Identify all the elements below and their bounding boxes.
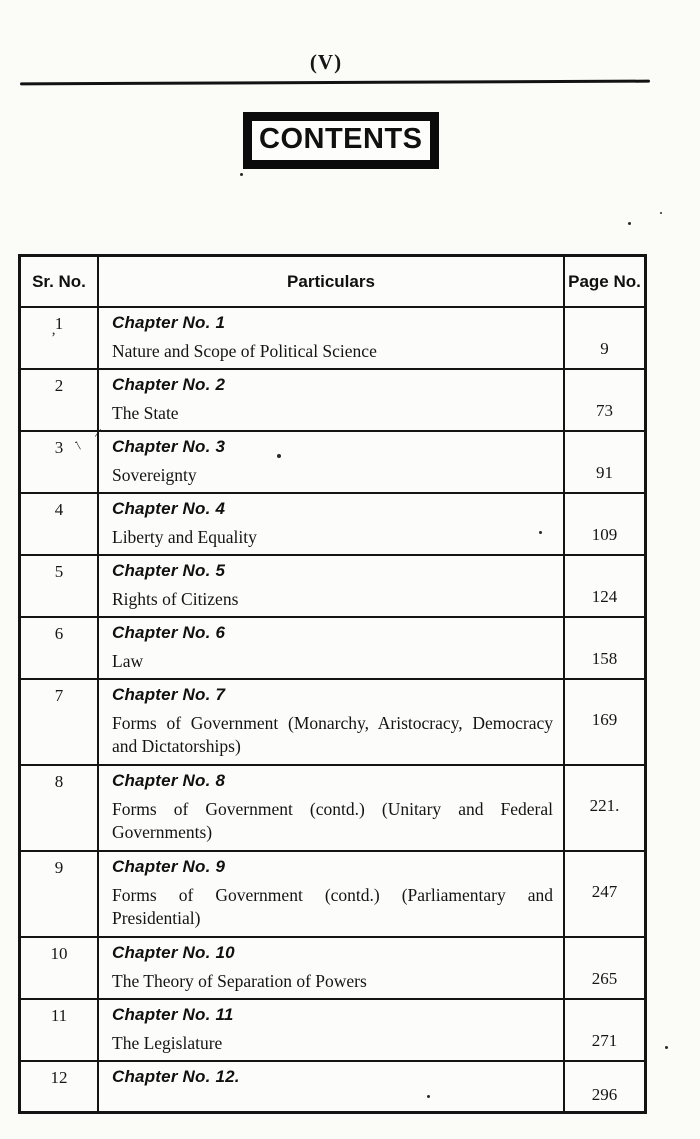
sr-no-cell: 6 [54,624,64,643]
page-no-cell: 221. [589,796,620,815]
page-no-cell: 271 [591,1031,618,1050]
chapter-label: Chapter No. 5 [112,561,226,580]
table-row [21,306,644,368]
scan-speck [240,173,243,176]
page-no-cell: 9 [600,339,609,358]
table-row [21,430,644,492]
chapter-label: Chapter No. 2 [112,375,226,394]
scan-speck [665,1046,668,1049]
chapter-label: Chapter No. 9 [112,857,226,876]
table-row [21,936,644,998]
chapter-label: Chapter No. 12. [112,1067,240,1086]
particulars-cell [97,1062,565,1111]
page-marker: (V) [309,50,343,74]
chapter-label: Chapter No. 8 [112,771,226,790]
particulars-cell [97,938,565,998]
page-no-cell: 158 [591,649,618,668]
contents-table [18,254,647,1114]
page-no-cell: 169 [591,710,618,729]
sr-no-cell: 5 [54,562,64,581]
sr-no-cell: 2 [54,376,64,395]
chapter-label: Chapter No. 7 [112,685,226,704]
scan-speck [539,531,542,534]
table-row [21,492,644,554]
chapter-title: Rights of Citizens [112,589,239,609]
particulars-cell [97,556,565,616]
page-no-cell: 73 [596,401,613,420]
scan-mark: ן [72,437,83,451]
scan-speck [277,454,281,458]
chapter-title: Law [112,651,144,671]
scan-speck [427,1095,430,1098]
sr-no-cell: 12 [50,1068,68,1087]
table-row [21,678,644,764]
chapter-title: The Theory of Separation of Powers [112,971,367,991]
header-rule [20,80,650,86]
chapter-title: Forms of Government (contd.) (Unitary and Federal Governments) [112,799,553,842]
chapter-title: Forms of Government (contd.) (Parliamentary and Presidential) [112,885,553,928]
sr-no-cell: 8 [54,772,64,791]
chapter-label: Chapter No. 4 [112,499,226,518]
contents-title-box [243,112,439,169]
table-row [21,998,644,1060]
particulars-cell [97,432,565,492]
page-no-cell: 296 [591,1085,618,1104]
particulars-cell [97,766,565,850]
sr-no-cell: 4 [54,500,64,519]
table-row [21,554,644,616]
particulars-cell [97,1000,565,1060]
header-sr-no: Sr. No. [32,271,86,291]
page-no-cell: 109 [591,525,618,544]
chapter-label: Chapter No. 1 [112,313,226,332]
scan-mark: ’ [51,330,56,346]
particulars-cell [97,852,565,936]
sr-no-cell: 9 [54,858,64,877]
table-row [21,764,644,850]
scan-speck [628,222,631,225]
particulars-cell [97,680,565,764]
chapter-title: Sovereignty [112,465,197,485]
chapter-title: Forms of Government (Monarchy, Aristocracy, Democracy and Dictatorships) [112,713,553,756]
contents-title: CONTENTS [259,123,423,155]
table-row [21,368,644,430]
sr-no-cell: 10 [50,944,68,963]
chapter-label: Chapter No. 11 [112,1005,234,1024]
sr-no-cell: 3 [54,438,64,457]
header-page-no: Page No. [568,271,641,291]
particulars-cell [97,308,565,368]
sr-no-cell: 1 [54,314,64,333]
chapter-label: Chapter No. 10 [112,943,235,962]
particulars-cell [97,618,565,678]
chapter-title: The State [112,403,179,423]
scan-speck [660,212,662,214]
chapter-label: Chapter No. 3 [112,437,226,456]
chapter-title: Nature and Scope of Political Science [112,341,377,361]
page-no-cell: 124 [591,587,618,606]
table-header-row [21,257,644,306]
header-particulars: Particulars [97,257,565,306]
sr-no-cell: 11 [50,1006,68,1025]
table-row [21,1060,644,1111]
chapter-title: Liberty and Equality [112,527,257,547]
sr-no-cell: 7 [54,686,64,705]
scan-mark: / [93,424,103,441]
particulars-cell [97,494,565,554]
page-no-cell: 265 [591,969,618,988]
chapter-title: The Legislature [112,1033,223,1053]
page-no-cell: 247 [591,882,618,901]
table-row [21,616,644,678]
table-row [21,850,644,936]
page-no-cell: 91 [596,463,613,482]
particulars-cell [97,370,565,430]
chapter-label: Chapter No. 6 [112,623,226,642]
